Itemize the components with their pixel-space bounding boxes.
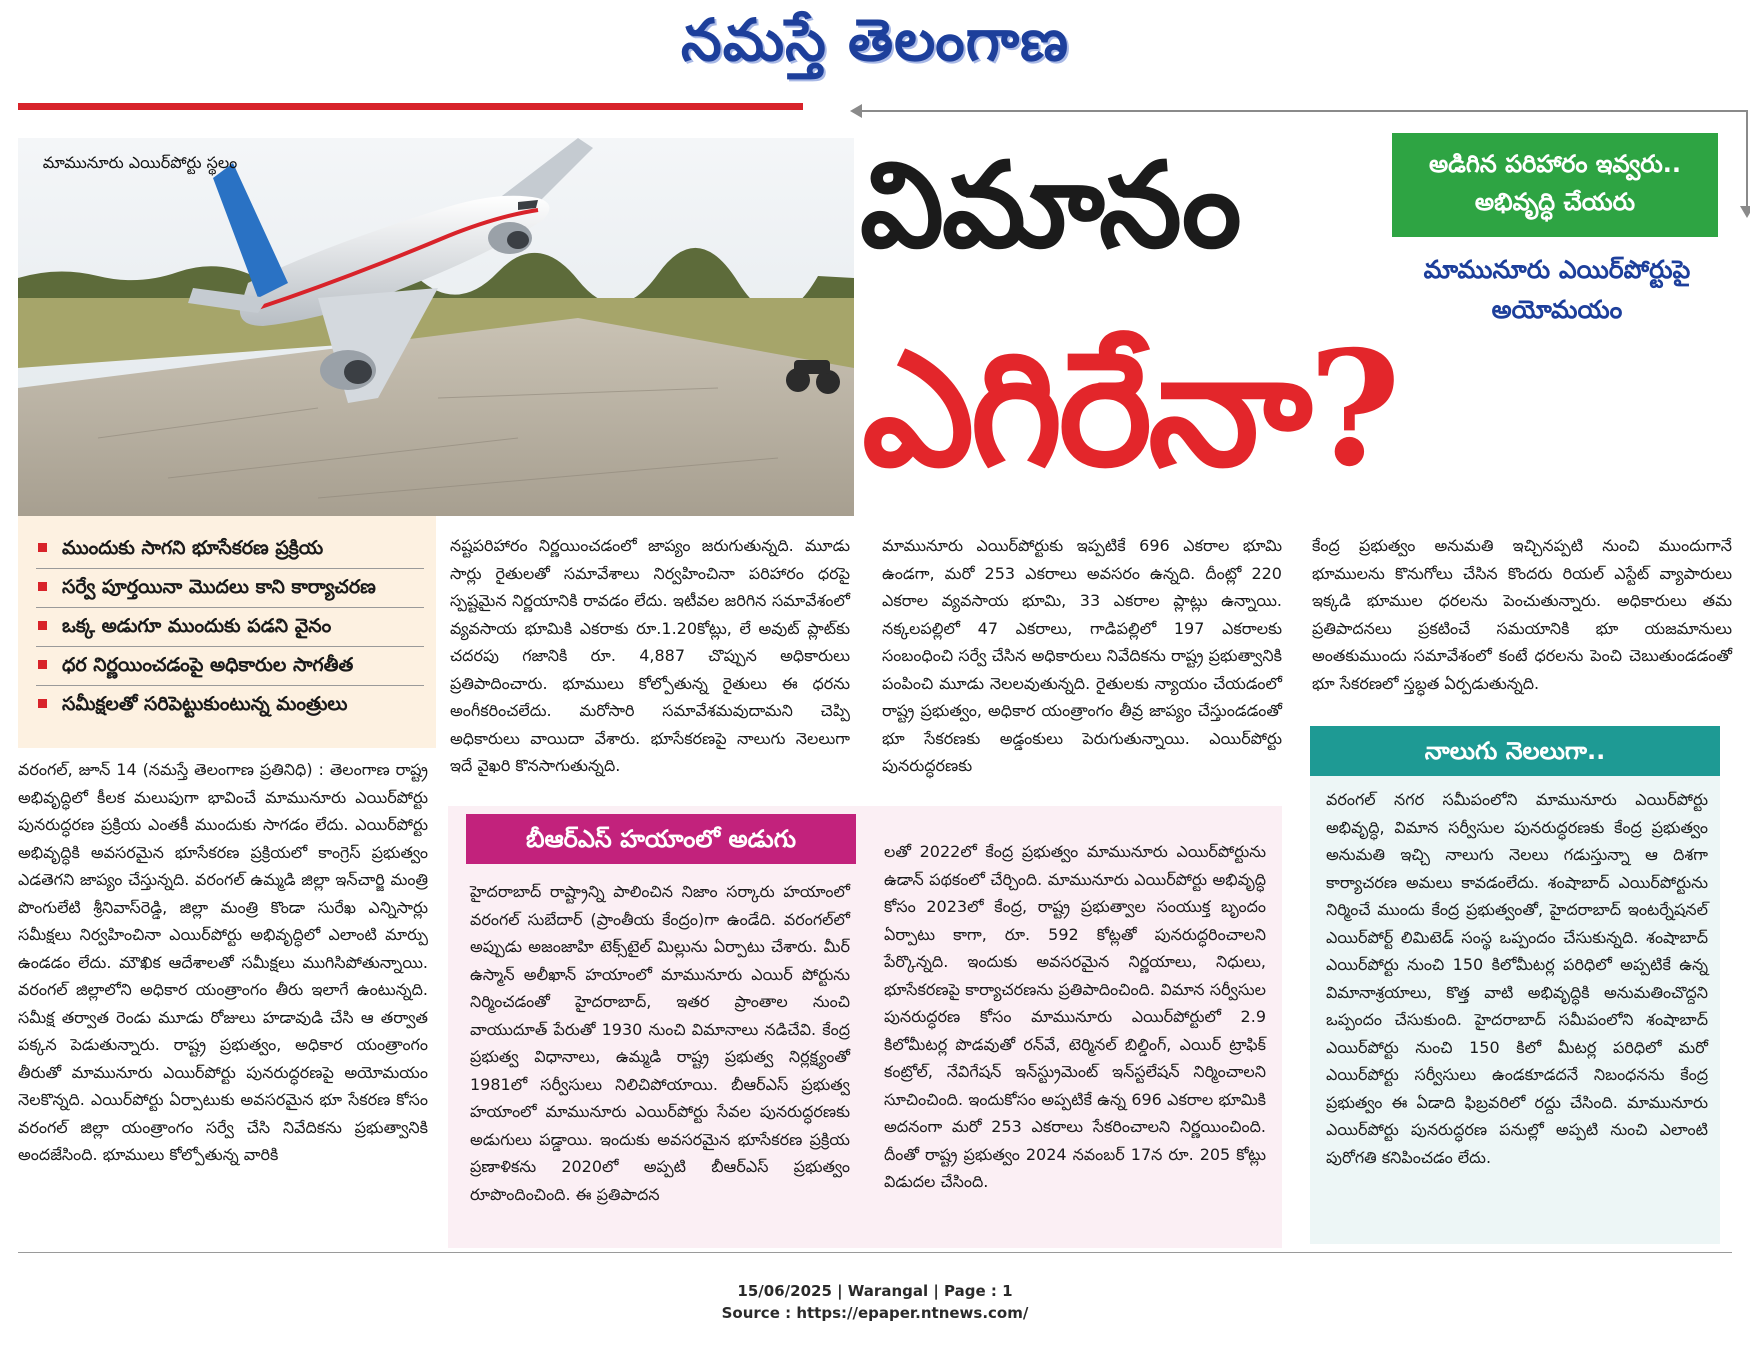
airplane-runway-illustration xyxy=(18,138,854,516)
highlight-item xyxy=(36,530,424,569)
highlights-box xyxy=(18,516,436,748)
masthead-red-rule xyxy=(18,103,803,110)
footer-rule xyxy=(18,1252,1732,1253)
highlight-text: ధర నిర్ణయించడంపై అధికారుల సాగతీత xyxy=(62,654,354,676)
highlight-item xyxy=(36,647,424,686)
four-months-heading: నాలుగు నెలలుగా.. xyxy=(1310,726,1720,776)
kicker-box: అడిగిన పరిహారం ఇవ్వరు.. అభివృద్ధి చేయరు xyxy=(1392,133,1718,237)
square-bullet-icon xyxy=(38,621,47,630)
arrow-left-icon xyxy=(850,104,862,118)
article-column-2: నష్టపరిహారం నిర్ణయించడంలో జాప్యం జరుగుతున్నది. మూడు సార్లు రైతులతో సమావేశాలు నిర్వహించినా పరిహారం ధరపై స్పష్టమైన నిర్ణయానికి రావడం లేదు. ఇటీవల జరిగిన సమావేశంలో వ్యవసాయ భూమికి ఎకరాకు రూ.1.20కోట్లు, లే అవుట్‌ ప్లాట్‌కు చదరపు గజానికి రూ. 4,887 చొప్పున అధికారులు ప్రతిపాదించారు. భూములు కోల్పోతున్న రైతులు ఈ ధరను అంగీకరించలేదు. మరోసారి సమావేశమవుదామని చెప్పి అధికారులు వాయిదా వేశారు. భూసేకరణపై నాలుగు నెలలుగా ఇదే వైఖరి కొనసాగుతున్నది. xyxy=(450,536,850,775)
connector-rule xyxy=(858,110,1748,112)
arrow-down-icon xyxy=(1740,206,1750,218)
highlight-text: సర్వే పూర్తయినా మొదలు కాని కార్యాచరణ xyxy=(62,576,376,598)
footer-date-line: 15/06/2025 | Warangal | Page : 1 xyxy=(737,1282,1013,1300)
headline-line-2: ఎగిరేనా? xyxy=(862,317,1397,502)
highlight-item xyxy=(36,686,424,724)
highlight-item xyxy=(36,569,424,608)
four-months-text: వరంగల్‌ నగర సమీపంలోని మామునూరు ఎయిర్‌పోర్టు అభివృద్ధి, విమాన సర్వీసుల పునరుద్ధరణకు కేంద్ర ప్రభుత్వం అనుమతి ఇచ్చి నాలుగు నెలలు గడుస్తున్నా ఆ దిశగా కార్యాచరణ అమలు కావడంలేదు. శంషాబాద్‌ ఎయిర్‌పోర్టును నిర్మించే ముందు కేంద్ర ప్రభుత్వంతో, హైదరాబాద్‌ ఇంటర్నేషనల్‌ ఎయిర్‌పోర్ట్‌ లిమిటెడ్‌ సంస్థ ఒప్పందం చేసుకున్నది. శంషాబాద్‌ ఎయిర్‌పోర్టు నుంచి 150 కిలోమీటర్ల పరిధిలో అప్పటికే ఉన్న విమానాశ్రయాలు, కొత్త వాటి అభివృద్ధికి అనుమతించొద్దని ఒప్పందం చేసుకుంది. హైదరాబాద్‌ సమీపంలోని శంషాబాద్‌ ఎయిర్‌పోర్టు నుంచి 150 కిలో మీటర్ల పరిధిలో మరో ఎయిర్‌పోర్టు సర్వీసులు ఉండకూడదనే నిబంధనను కేంద్ర ప్రభుత్వం ఈ ఏడాది ఫిబ్రవరిలో రద్దు చేసింది. మామునూరు ఎయిర్‌పోర్టు పునరుద్ధరణ పనుల్లో అప్పటి నుంచి ఎలాంటి పురోగతి కనిపించడం లేదు. xyxy=(1326,790,1708,1167)
article-column-3: మామునూరు ఎయిర్‌పోర్టుకు ఇప్పటికే 696 ఎకరాల భూమి ఉండగా, మరో 253 ఎకరాలు అవసరం ఉన్నది. దీంట్లో 220 ఎకరాల వ్యవసాయ భూమి, 33 ఎకరాల ప్లాట్లు ఉన్నాయి. నక్కలపల్లిలో 47 ఎకరాలు, గాడిపల్లిలో 197 ఎకరాలకు సంబంధించి సర్వే చేసిన అధికారులు నివేదికను రాష్ట్ర ప్రభుత్వానికి పంపించి మూడు నెలలవుతున్నది. రైతులకు న్యాయం చేయడంలో రాష్ట్ర ప్రభుత్వం, అధికార యంత్రాంగం తీవ్ర జాప్యం చేస్తుండడంతో భూ సేకరణకు అడ్డంకులు పెరుగుతున్నాయి. ఎయిర్‌పోర్టు పునరుద్ధరణకు xyxy=(882,536,1282,775)
article-column-1: వరంగల్‌, జూన్‌ 14 (నమస్తే తెలంగాణ ప్రతినిధి) : తెలంగాణ రాష్ట్ర అభివృద్ధిలో కీలక మలుపుగా భావించే మామునూరు ఎయిర్‌పోర్టు పునరుద్ధరణ ప్రక్రియ ఎంతకీ ముందుకు సాగడం లేదు. ఎయిర్‌పోర్టు అభివృద్ధికి అవసరమైన భూసేకరణ ప్రక్రియలో కాంగ్రెస్‌ ప్రభుత్వం ఎడతెగని జాప్యం చేస్తున్నది. వరంగల్‌ ఉమ్మడి జిల్లా ఇన్‌చార్జి మంత్రి పొంగులేటి శ్రీనివాస్‌రెడ్డి, జిల్లా మంత్రి కొండా సురేఖ ఎన్నిసార్లు సమీక్షలు నిర్వహించినా ఎయిర్‌పోర్టు అభివృద్ధిలో ఎలాంటి మార్పు ఉండడం లేదు. మౌఖిక ఆదేశాలతో సమీక్షలు ముగిసిపోతున్నాయి. వరంగల్‌ జిల్లాలోని అధికార యంత్రాంగం తీరు ఇలాగే ఉంటున్నది. సమీక్ష తర్వాత రెండు మూడు రోజులు హడావుడి చేసి ఆ తర్వాత పక్కన పెడుతున్నారు. రాష్ట్ర ప్రభుత్వం, అధికార యంత్రాంగం తీరుతో మామునూరు ఎయిర్‌పోర్టు పునరుద్ధరణపై అయోమయం నెలకొన్నది. ఎయిర్‌పోర్టు ఏర్పాటుకు అవసరమైన భూ సేకరణ కోసం వరంగల్‌ జిల్లా యంత్రాంగం సర్వే చేసి నివేదికను ప్రభుత్వానికి అందజేసింది. భూములు కోల్పోతున్న వారికి xyxy=(18,760,428,1164)
sub-headline: మామునూరు ఎయిర్‌పోర్టుపై అయోమయం xyxy=(1423,255,1691,324)
highlight-item xyxy=(36,608,424,647)
photo-caption: మామునూరు ఎయిర్‌పోర్టు స్థలం xyxy=(42,153,238,172)
square-bullet-icon xyxy=(38,582,47,591)
highlight-text: సమీక్షలతో సరిపెట్టుకుంటున్న మంత్రులు xyxy=(62,693,348,715)
square-bullet-icon xyxy=(38,660,47,669)
square-bullet-icon xyxy=(38,543,47,552)
highlight-text: ఒక్క అడుగూ ముందుకు పడని వైనం xyxy=(62,615,332,637)
connector-rule-vertical xyxy=(1746,110,1748,210)
article-column-4: కేంద్ర ప్రభుత్వం అనుమతి ఇచ్చినప్పటి నుంచి ముందుగానే భూములను కొనుగోలు చేసిన కొందరు రియల్‌ ఎస్టేట్‌ వ్యాపారులు ఇక్కడి భూముల ధరలను పెంచుతున్నారు. అధికారులు తమ ప్రతిపాదనలు ప్రకటించే సమయానికి భూ యజమానులు అంతకుముందు సమావేశంలో కంటే ధరలను పెంచి చెబుతుండడంతో భూ సేకరణలో స్తబ్ధత ఏర్పడుతున్నది. xyxy=(1312,536,1732,693)
highlight-text: ముందుకు సాగని భూసేకరణ ప్రక్రియ xyxy=(62,537,324,559)
brs-column-1: హైదరాబాద్‌ రాష్ట్రాన్ని పాలించిన నిజాం సర్కారు హయాంలో వరంగల్‌ సుబేదార్‌ (ప్రాంతీయ కేంద్రం)గా ఉండేది. వరంగల్‌లో అప్పుడు అజంజాహి టెక్స్‌టైల్‌ మిల్లును ఏర్పాటు చేశారు. మీర్‌ ఉస్మాన్‌ అలీఖాన్‌ హయాంలో మామునూరు ఎయిర్‌ పోర్టును నిర్మించడంతో హైదరాబాద్‌, ఇతర ప్రాంతాల నుంచి వాయుదూత్‌ పేరుతో 1930 నుంచి విమానాలు నడిచేవి. కేంద్ర ప్రభుత్వ విధానాలు, ఉమ్మడి రాష్ట్ర ప్రభుత్వ నిర్లక్ష్యంతో 1981లో సర్వీసులు నిలిచిపోయాయి. బీఆర్‌ఎస్‌ ప్రభుత్వ హయాంలో మామునూరు ఎయిర్‌పోర్టు సేవల పునరుద్ధరణకు అడుగులు పడ్డాయి. ఇందుకు అవసరమైన భూసేకరణ ప్రక్రియ ప్రణాళికను 2020లో అప్పటి బీఆర్‌ఎస్‌ ప్రభుత్వం రూపొందించింది. ఈ ప్రతిపాదన xyxy=(470,882,850,1204)
newspaper-masthead: నమస్తే తెలంగాణ xyxy=(681,6,1069,74)
airport-photo xyxy=(18,138,854,516)
brs-column-2: లతో 2022లో కేంద్ర ప్రభుత్వం మామునూరు ఎయిర్‌పోర్టును ఉడాన్‌ పథకంలో చేర్చింది. మామునూరు ఎయిర్‌పోర్టు అభివృద్ధి కోసం 2023లో కేంద్ర, రాష్ట్ర ప్రభుత్వాల సంయుక్త బృందం ఏర్పాటు కాగా, రూ. 592 కోట్లతో పునరుద్ధరించాలని పేర్కొన్నది. ఇందుకు అవసరమైన నిర్ణయాలు, నిధులు, భూసేకరణపై కార్యాచరణను ప్రతిపాదించింది. విమాన సర్వీసుల పునరుద్ధరణ కోసం మామునూరు ఎయిర్‌పోర్టులో 2.9 కిలోమీటర్ల పొడవుతో రన్‌వే, టెర్మినల్‌ బిల్డింగ్‌, ఎయిర్‌ ట్రాఫిక్‌ కంట్రోల్‌, నేవిగేషన్‌ ఇన్‌స్ట్రుమెంట్‌ ఇన్‌స్టలేషన్‌ నిర్మించాలని సూచించింది. ఇందుకోసం అప్పటికే ఉన్న 696 ఎకరాల భూమికి అదనంగా మరో 253 ఎకరాలు సేకరించాలని నిర్ణయించింది. దీంతో రాష్ట్ర ప్రభుత్వం 2024 నవంబర్‌ 17న రూ. 205 కోట్లు విడుదల చేసింది. xyxy=(884,842,1266,1191)
headline-line-1: విమానం xyxy=(860,135,1240,274)
square-bullet-icon xyxy=(38,699,47,708)
footer-source-link[interactable]: Source : https://epaper.ntnews.com/ xyxy=(721,1304,1029,1322)
brs-heading: బీఆర్‌ఎస్‌ హయాంలో అడుగు xyxy=(466,814,856,864)
